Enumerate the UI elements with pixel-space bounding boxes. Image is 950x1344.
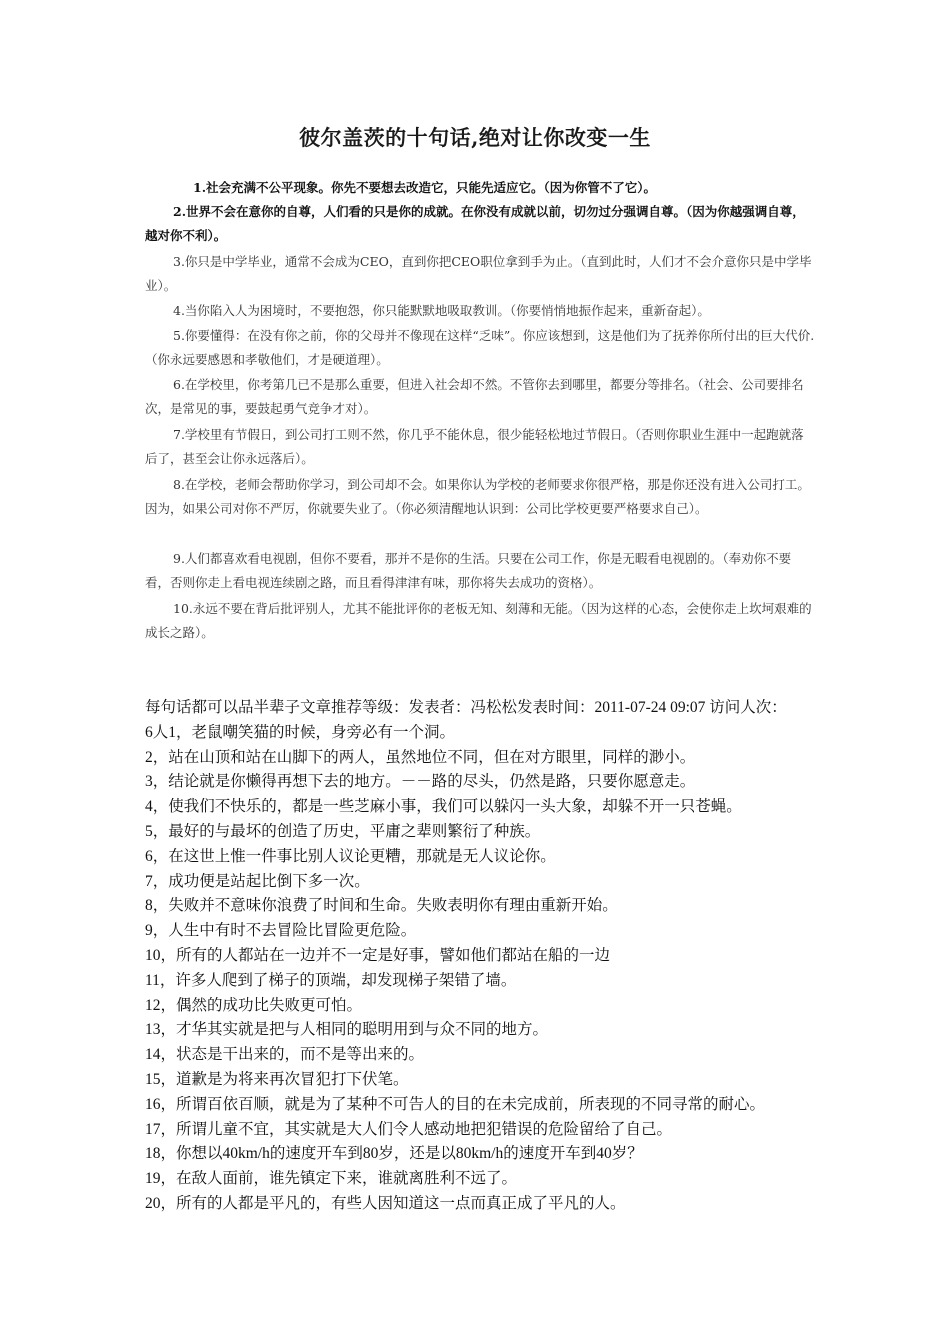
list-item: 7，成功便是站起比倒下多一次。 — [145, 872, 370, 890]
list-item: 11，许多人爬到了梯子的顶端，却发现梯子架错了墙。 — [145, 971, 517, 989]
paragraph-4: 4.当你陷入人为困境时，不要抱怨，你只能默默地吸取教训。（你要悄悄地振作起来，重新奋起）。 — [173, 303, 710, 318]
page-title: 彼尔盖茨的十句话,绝对让你改变一生 — [299, 125, 651, 150]
list-item: 13，才华其实就是把与人相同的聪明用到与众不同的地方。 — [145, 1021, 549, 1039]
list-item: 16，所谓百依百顺，就是为了某种不可告人的目的在未完成前，所表现的不同寻常的耐心。 — [145, 1095, 766, 1113]
list-item: 8，失败并不意味你浪费了时间和生命。失败表明你有理由重新开始。 — [145, 897, 618, 915]
list-item: 17，所谓儿童不宜，其实就是大人们令人感动地把犯错误的危险留给了自己。 — [145, 1120, 673, 1138]
list-item: 14，状态是干出来的，而不是等出来的。 — [145, 1046, 425, 1064]
list-item: 4，使我们不快乐的，都是一些芝麻小事，我们可以躲闪一头大象，却躲不开一只苍蝇。 — [145, 798, 742, 816]
list-item: 19，在敌人面前，谁先镇定下来，谁就离胜利不远了。 — [145, 1170, 518, 1188]
list-item: 15，道歉是为将来再次冒犯打下伏笔。 — [145, 1070, 409, 1088]
list-item: 18，你想以40km/h的速度开车到80岁，还是以80km/h的速度开车到40岁？ — [145, 1145, 643, 1163]
list-item: 10，所有的人都站在一边并不一定是好事，譬如他们都站在船的一边 — [145, 946, 611, 964]
paragraph-3: 3.你只是中学毕业，通常不会成为CEO，直到你把CEO职位拿到手为止。（直到此时，人们才不会介意你只是中学毕业）。 — [145, 254, 812, 293]
list-item: 6人1，老鼠嘲笑猫的时候，身旁必有一个洞。 — [145, 723, 456, 741]
paragraph-8: 8.在学校，老师会帮助你学习，到公司却不会。如果你认为学校的老师要求你很严格，那是你还没有进入公司打工。因为，如果公司对你不严厉，你就要失业了。（你必须清醒地认识到：公司比学校更要严格要求自己）。 — [145, 477, 810, 516]
paragraph-6: 6.在学校里，你考第几已不是那么重要，但进入社会却不然。不管你去到哪里，都要分等排名。（社会、公司要排名次，是常见的事，要鼓起勇气竞争才对）。 — [145, 377, 804, 416]
paragraph-2: 2.世界不会在意你的自尊，人们看的只是你的成就。在你没有成就以前，切勿过分强调自尊。（因为你越强调自尊，越对你不利）。 — [145, 204, 805, 243]
paragraph-9: 9.人们都喜欢看电视剧，但你不要看，那并不是你的生活。只要在公司工作，你是无暇看电视剧的。（奉劝你不要看，否则你走上看电视连续剧之路，而且看得津津有味，那你将失去成功的资格）。 — [145, 551, 792, 590]
quote-list — [145, 696, 835, 1217]
paragraph-1: 1.社会充满不公平现象。你先不要想去改造它，只能先适应它。（因为你管不了它）。 — [193, 180, 657, 195]
paragraph-7: 7.学校里有节假日，到公司打工则不然，你几乎不能休息，很少能轻松地过节假日。（否则你职业生涯中一起跑就落后了，甚至会让你永远落后）。 — [145, 427, 804, 466]
meta-line: 每句话都可以品半辈子文章推荐等级：发表者：冯松松发表时间：2011-07-24 09:07 访问人次： — [145, 699, 787, 716]
list-item: 9，人生中有时不去冒险比冒险更危险。 — [145, 922, 417, 940]
list-item: 2，站在山顶和站在山脚下的两人，虽然地位不同，但在对方眼里，同样的渺小。 — [145, 748, 696, 766]
list-item: 3，结论就是你懒得再想下去的地方。－－路的尽头，仍然是路，只要你愿意走。 — [145, 773, 696, 791]
list-item: 12，偶然的成功比失败更可怕。 — [145, 996, 363, 1014]
paragraph-5: 5.你要懂得：在没有你之前，你的父母并不像现在这样“乏味”。你应该想到，这是他们为了抚养你所付出的巨大代价.（你永远要感恩和孝敬他们，才是硬道理）。 — [145, 328, 815, 367]
list-item: 6，在这世上惟一件事比别人议论更糟，那就是无人议论你。 — [145, 847, 556, 865]
list-item: 5，最好的与最坏的创造了历史，平庸之辈则繁衍了种族。 — [145, 822, 541, 840]
paragraph-10: 10.永远不要在背后批评别人，尤其不能批评你的老板无知、刻薄和无能。（因为这样的心态，会使你走上坎坷艰难的成长之路）。 — [145, 601, 812, 640]
list-item: 20，所有的人都是平凡的，有些人因知道这一点而真正成了平凡的人。 — [145, 1194, 626, 1212]
